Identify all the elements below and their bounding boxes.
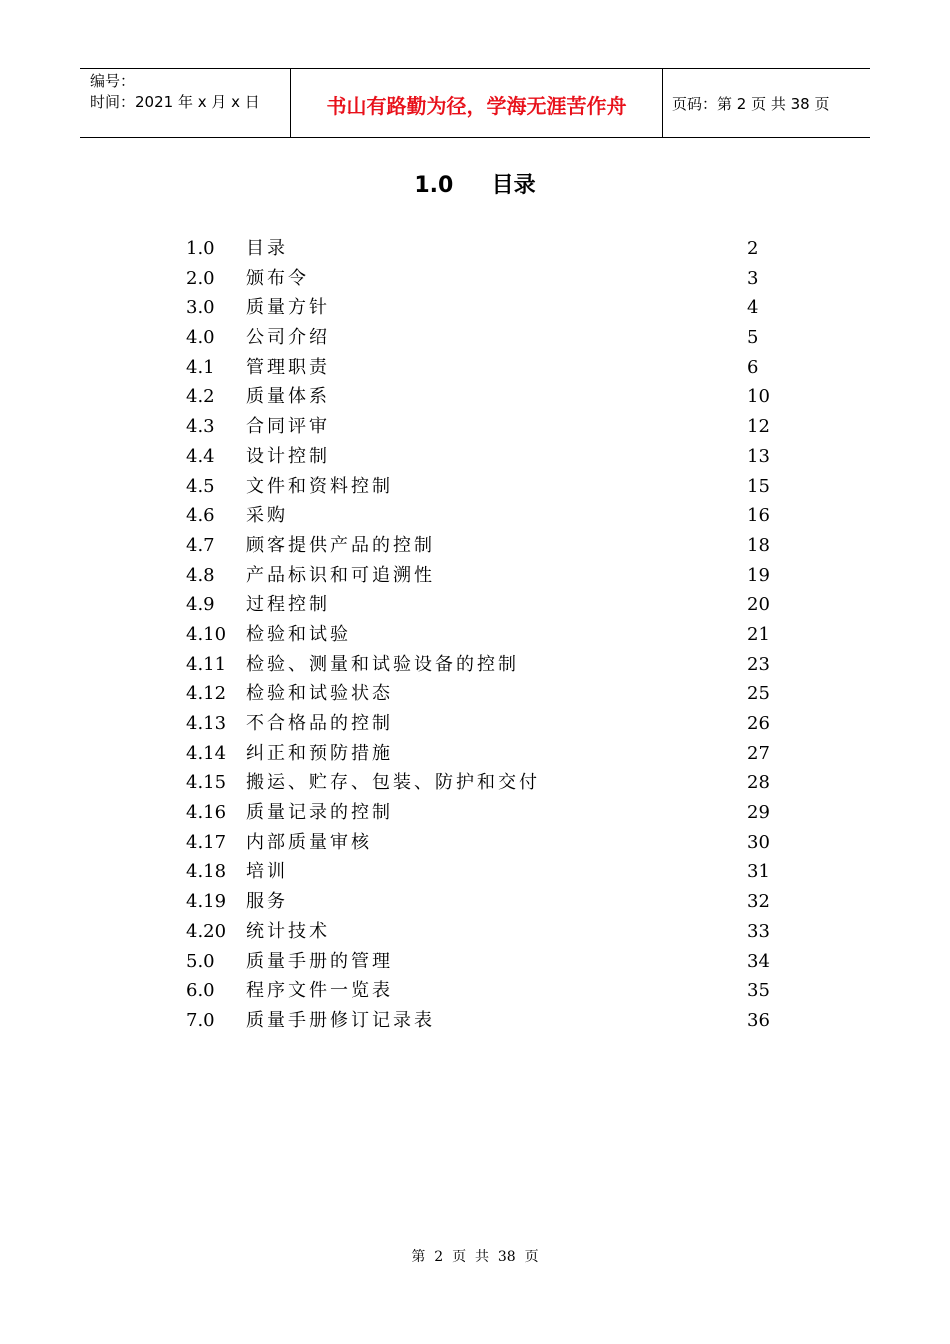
- toc-entry-page: 2: [747, 238, 759, 259]
- toc-entry-page: 28: [747, 772, 770, 794]
- toc-entry-number: 4.18: [186, 861, 227, 883]
- toc-entry-page: 21: [747, 623, 770, 645]
- header-meta: [80, 69, 291, 137]
- toc-entry: [186, 768, 776, 798]
- toc-entry-number: 4.17: [186, 831, 227, 853]
- toc-entry-title: 顾客提供产品的控制: [246, 534, 435, 556]
- toc-entry-number: 4.13: [186, 713, 227, 734]
- toc-entry-title: 合同评审: [246, 416, 330, 438]
- toc-entry: [186, 947, 776, 977]
- toc-entry: [186, 264, 776, 294]
- toc-entry-page: 25: [747, 683, 770, 705]
- toc-entry-number: 5.0: [186, 950, 215, 972]
- document-number-label: 编号：: [90, 72, 136, 90]
- toc-entry-title: 检验和试验: [246, 623, 351, 645]
- toc-entry-title: 产品标识和可追溯性: [246, 564, 435, 586]
- toc-entry-title: 文件和资料控制: [246, 475, 393, 497]
- toc-entry: [186, 976, 776, 1006]
- toc-entry-title: 纠正和预防措施: [246, 742, 393, 764]
- toc-entry-number: 4.9: [186, 594, 215, 616]
- toc-entry-number: 3.0: [186, 297, 215, 319]
- page-footer: 第 2 页 共 38 页: [411, 1249, 539, 1265]
- toc-entry: [186, 234, 776, 264]
- toc-entry-title: 服务: [246, 891, 288, 913]
- toc-entry: [186, 353, 776, 383]
- toc-entry-number: 4.11: [186, 653, 227, 675]
- toc-entry: [186, 887, 776, 917]
- toc-entry-page: 13: [747, 445, 770, 467]
- toc-entry: [186, 501, 776, 531]
- toc-entry: [186, 472, 776, 502]
- toc-entry-page: 29: [747, 802, 770, 824]
- toc-entry-page: 34: [747, 950, 770, 972]
- toc-entry-title: 采购: [246, 505, 288, 527]
- toc-entry-page: 12: [747, 416, 770, 438]
- toc-entry: [186, 561, 776, 591]
- toc-entry-number: 4.7: [186, 534, 215, 556]
- toc-entry-number: 4.1: [186, 356, 215, 378]
- toc-entry-title: 检验和试验状态: [246, 683, 393, 705]
- toc-entry-page: 35: [747, 980, 770, 1002]
- toc-entry-title: 程序文件一览表: [246, 980, 393, 1002]
- toc-entry: [186, 739, 776, 769]
- toc-entry-page: 20: [747, 594, 770, 616]
- toc-entry-number: 4.20: [186, 920, 227, 942]
- toc-entry-number: 4.3: [186, 416, 215, 438]
- toc-entry-title: 质量方针: [246, 297, 330, 319]
- toc-entry-page: 4: [747, 297, 759, 319]
- toc-entry-number: 6.0: [186, 980, 215, 1002]
- toc-entry-number: 4.4: [186, 445, 215, 467]
- toc-entry-title: 目录: [246, 238, 288, 259]
- document-time-label: 时间：2021 年 x 月 x 日: [90, 93, 260, 111]
- toc-entry-title: 内部质量审核: [246, 831, 372, 853]
- toc-entry-page: 36: [747, 1009, 770, 1031]
- toc-entry: [186, 1006, 776, 1036]
- toc-entry-title: 培训: [246, 861, 288, 883]
- toc-entry: [186, 293, 776, 323]
- toc-entry-page: 18: [747, 534, 770, 556]
- toc-entry-title: 过程控制: [246, 594, 330, 616]
- toc-entry-number: 2.0: [186, 267, 215, 289]
- toc-entry-number: 4.2: [186, 386, 215, 408]
- toc-entry-number: 4.8: [186, 564, 215, 586]
- toc-entry: [186, 323, 776, 353]
- toc-entry-number: 7.0: [186, 1009, 215, 1031]
- toc-entry-number: 4.6: [186, 505, 215, 527]
- toc-entry: [186, 857, 776, 887]
- toc-entry: [186, 679, 776, 709]
- toc-entry-page: 30: [747, 831, 770, 853]
- toc-entry-number: 4.14: [186, 742, 227, 764]
- toc-entry-number: 4.16: [186, 802, 227, 824]
- toc-entry-page: 32: [747, 891, 770, 913]
- toc-entry-page: 31: [747, 861, 770, 883]
- toc-entry-page: 16: [747, 505, 770, 527]
- toc-entry: [186, 709, 776, 739]
- document-header: [80, 68, 870, 138]
- toc-entry-title: 统计技术: [246, 920, 330, 942]
- toc-entry: [186, 412, 776, 442]
- toc-entry-page: 15: [747, 475, 770, 497]
- toc-entry-page: 10: [747, 386, 770, 408]
- toc-entry-title: 设计控制: [246, 445, 330, 467]
- toc-entry-title: 检验、测量和试验设备的控制: [246, 653, 519, 675]
- toc-entry-title: 不合格品的控制: [246, 713, 393, 734]
- toc-entry-number: 4.19: [186, 891, 227, 913]
- toc-entry-title: 颁布令: [246, 267, 309, 289]
- toc-entry-page: 5: [747, 327, 759, 349]
- toc-entry-title: 搬运、贮存、包装、防护和交付: [246, 772, 540, 794]
- toc-entry-page: 3: [747, 267, 759, 289]
- toc-entry: [186, 442, 776, 472]
- toc-entry-title: 管理职责: [246, 356, 330, 378]
- page-title: 1.0 目录: [414, 173, 536, 198]
- toc-entry-page: 23: [747, 653, 770, 675]
- toc-entry-number: 4.0: [186, 327, 215, 349]
- toc-entry: [186, 917, 776, 947]
- toc-entry: [186, 828, 776, 858]
- toc-entry-title: 质量记录的控制: [246, 802, 393, 824]
- toc-entry-page: 26: [747, 713, 770, 734]
- toc-entry-number: 4.15: [186, 772, 227, 794]
- header-motto: 书山有路勤为径，学海无涯苦作舟: [291, 69, 663, 137]
- toc-entry: [186, 798, 776, 828]
- table-of-contents: [186, 234, 776, 1036]
- toc-entry-title: 质量手册修订记录表: [246, 1009, 435, 1031]
- toc-entry: [186, 382, 776, 412]
- toc-entry: [186, 620, 776, 650]
- toc-entry-page: 6: [747, 356, 759, 378]
- toc-entry: [186, 590, 776, 620]
- toc-entry: [186, 650, 776, 680]
- toc-entry-number: 4.5: [186, 475, 215, 497]
- toc-entry-number: 4.10: [186, 623, 227, 645]
- toc-entry-title: 公司介绍: [246, 327, 330, 349]
- toc-entry-number: 1.0: [186, 238, 215, 259]
- toc-entry-title: 质量体系: [246, 386, 330, 408]
- toc-entry: [186, 531, 776, 561]
- header-page-info: 页码：第 2 页 共 38 页: [672, 94, 830, 113]
- toc-entry-page: 19: [747, 564, 770, 586]
- toc-entry-page: 27: [747, 742, 770, 764]
- toc-entry-number: 4.12: [186, 683, 227, 705]
- toc-entry-title: 质量手册的管理: [246, 950, 393, 972]
- toc-entry-page: 33: [747, 920, 770, 942]
